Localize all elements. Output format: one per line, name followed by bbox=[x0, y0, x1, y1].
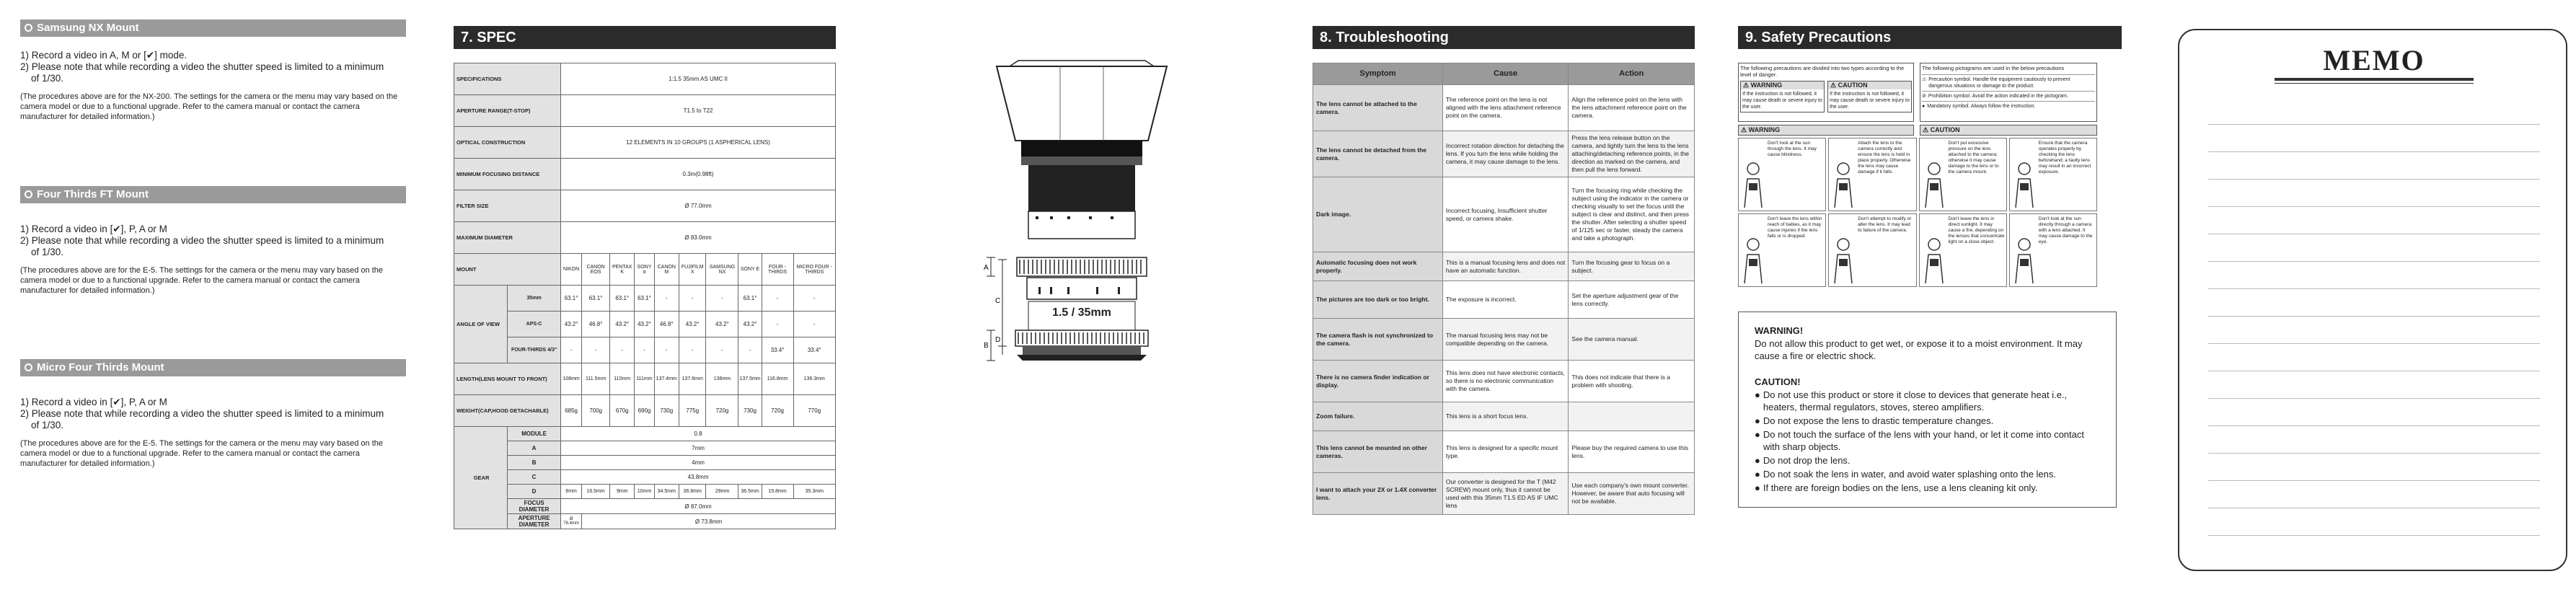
aov-cell: - bbox=[635, 337, 654, 363]
section-micro-four-thirds: Micro Four Thirds Mount 1) Record a video in [✔], P, A or M 2) Please note that while recording a video the shutter speed is limited to a minimum of 1/30. (The procedures above are for the E-5. The settings for the camera or the menu may vary based on the camera model or due to a functional upgrade. Refer to the camera manual or contact the camera manufacturer for detailed information.) bbox=[20, 359, 406, 469]
safety-illustration: Don't put excessive pressure on the lens attached to the camera; otherwise it may cause damage to the lens or to the camera mount. bbox=[1919, 138, 2007, 211]
gear-d-cell: 29mm bbox=[706, 485, 738, 499]
warning-triangle-icon: ⚠ bbox=[1741, 126, 1747, 133]
spec-value: 1:1.5 35mm AS UMC II bbox=[561, 63, 836, 95]
front-barrel bbox=[1021, 141, 1142, 156]
gear-d-cell: 8mm bbox=[561, 485, 582, 499]
cause-cell: This is a manual focusing lens and does not have an automatic function. bbox=[1442, 252, 1569, 281]
section-four-thirds: Four Thirds FT Mount 1) Record a video in [✔], P, A or M 2) Please note that while recording a video the shutter speed is limited to a minimum of 1/30. (The procedures above are for the E-5. The settings for the camera or the menu may vary based on the camera model or due to a functional upgrade. Refer to the camera manual or contact the camera manufacturer for detailed information.) bbox=[20, 186, 406, 296]
cause-cell: This lens is designed for a specific mount type. bbox=[1442, 431, 1569, 473]
aov-cell: - bbox=[582, 337, 610, 363]
gear-d-cell: 15.8mm bbox=[762, 485, 793, 499]
aperture-diameter-row bbox=[454, 514, 836, 529]
list-item: ● Do not drop the lens. bbox=[1755, 455, 1851, 466]
memo-card bbox=[2178, 29, 2567, 571]
person-icon bbox=[2011, 236, 2037, 285]
list-item: ● Do not touch the surface of the lens with your hand, or let it come into contact with sharp objects. bbox=[1755, 429, 2084, 452]
col-action: Action bbox=[1569, 63, 1695, 85]
prohibition-icon: ⊘ bbox=[1922, 94, 1926, 99]
table-row bbox=[1313, 319, 1695, 361]
illustration-grid bbox=[1738, 138, 2097, 287]
safety-illustration: Attach the lens to the camera correctly and ensure the lens is held in place properly. Otherwise the lens may cause damage if it falls. bbox=[1828, 138, 1916, 211]
lens-hood bbox=[997, 66, 1167, 141]
gear-key: FOCUS DIAMETER bbox=[508, 499, 561, 514]
table-row bbox=[1313, 361, 1695, 402]
mount-cell: NIKON bbox=[561, 254, 582, 286]
aov-cell: - bbox=[706, 337, 738, 363]
memo-line bbox=[2208, 316, 2540, 317]
title-underline-thin bbox=[2275, 83, 2474, 84]
symptom-cell: Automatic focusing does not work properly. bbox=[1313, 252, 1443, 281]
gear-d-cell: 16.5mm bbox=[582, 485, 610, 499]
spec-label: MAXIMUM DIAMETER bbox=[454, 222, 561, 254]
mount-cell: FUJIFILM X bbox=[679, 254, 705, 286]
gear-row bbox=[454, 456, 836, 470]
spec-label: WEIGHT(CAP,HOOD DETACHABLE) bbox=[454, 395, 561, 427]
mount-cell: FOUR -THIRDS bbox=[762, 254, 793, 286]
length-cell: 111mm bbox=[635, 363, 654, 395]
table-row bbox=[1313, 431, 1695, 473]
memo-line bbox=[2208, 151, 2540, 152]
section-title: Four Thirds FT Mount bbox=[20, 186, 406, 203]
pictogram-box: The following pictograms are used in the below precautions ⚠ Precaution symbol. Handle the equipment cautiously to prevent dangerous situations or damage to the product. ⊘ Prohibition symbol. Avoid the action indicated in the pictogram. ● Mandatory symbol. Always follow the instruction. bbox=[1920, 63, 2097, 122]
bullet-icon: ● bbox=[1755, 469, 1760, 480]
memo-line bbox=[2208, 179, 2540, 180]
symptom-cell: I want to attach your 2X or 1.4X converter lens. bbox=[1313, 473, 1443, 515]
table-row bbox=[1313, 252, 1695, 281]
aov-cell: - bbox=[679, 286, 705, 312]
memo-line bbox=[2208, 261, 2540, 262]
spec-value: Ø 77.0mm bbox=[561, 190, 836, 222]
safety-illustration: Don't look at the sun through the lens. It may cause blindness. bbox=[1738, 138, 1826, 211]
cause-cell: Incorrect rotation direction for detaching the lens. If you turn the lens while holding the camera, it may cause damage to the lens. bbox=[1442, 131, 1569, 177]
symptom-cell: The lens cannot be attached to the camera. bbox=[1313, 85, 1443, 131]
memo-line bbox=[2208, 398, 2540, 399]
bullet-icon: ● bbox=[1755, 455, 1760, 466]
memo-line bbox=[2208, 343, 2540, 344]
aov-cell: 43.2° bbox=[635, 312, 654, 337]
gear-key: C bbox=[508, 470, 561, 485]
spec-row bbox=[454, 95, 836, 127]
gear-key: A bbox=[508, 441, 561, 456]
lens-drawing bbox=[981, 0, 1197, 605]
person-icon bbox=[1921, 236, 1947, 285]
memo-line bbox=[2208, 425, 2540, 426]
aov-cell: - bbox=[793, 312, 835, 337]
action-cell: Use each company's own mount converter. However, be aware that auto focusing will not be available. bbox=[1569, 473, 1695, 515]
aov-cell: 43.2° bbox=[706, 312, 738, 337]
weight-cell: 690g bbox=[635, 395, 654, 427]
spec-label: MOUNT bbox=[454, 254, 561, 286]
gear-d-cell: 10mm bbox=[635, 485, 654, 499]
danger-levels-box: The following precautions are divided into two types according to the level of danger. ⚠ WARNING If the instruction is not followed, it may cause death or severe injury to the user. ⚠ CAUTION If the instruction is not followed, it may cause death or severe injury to the user. bbox=[1738, 63, 1914, 122]
aov-cell: - bbox=[738, 337, 762, 363]
aov-cell: 43.2° bbox=[679, 312, 705, 337]
gear-row bbox=[454, 441, 836, 456]
gear-d-row bbox=[454, 485, 836, 499]
dim-label-b: B bbox=[984, 342, 989, 350]
aov-cell: - bbox=[762, 312, 793, 337]
spec-label: MINIMUM FOCUSING DISTANCE bbox=[454, 159, 561, 190]
mandatory-icon: ● bbox=[1922, 104, 1926, 109]
precaution-icon: ⚠ bbox=[1922, 77, 1927, 82]
person-icon bbox=[1740, 236, 1766, 285]
section-samsung-nx: Samsung NX Mount 1) Record a video in A, M or [✔] mode. 2) Please note that while recording a video the shutter speed is limited to a minimum of 1/30. (The procedures above are for the NX-200. The settings for the camera or the menu may vary based on the camera model or due to a functional upgrade. Refer to the camera manual or contact the camera manufacturer for detailed information.) bbox=[20, 19, 406, 122]
aov-cell: 33.4° bbox=[762, 337, 793, 363]
mount-cell: SONY E bbox=[738, 254, 762, 286]
action-cell: Set the aperture adjustment gear of the lens correctly. bbox=[1569, 281, 1695, 319]
mount-cell: CANON M bbox=[654, 254, 679, 286]
weight-cell: 685g bbox=[561, 395, 582, 427]
memo-line bbox=[2208, 288, 2540, 289]
person-icon bbox=[1740, 160, 1766, 209]
person-icon bbox=[1921, 160, 1947, 209]
spec-table bbox=[454, 63, 836, 529]
aov-cell: - bbox=[561, 337, 582, 363]
person-icon bbox=[2011, 160, 2037, 209]
memo-line bbox=[2208, 453, 2540, 454]
symptom-cell: The camera flash is not synchronized to the camera. bbox=[1313, 319, 1443, 361]
circle-icon bbox=[25, 363, 32, 371]
focal-length-label: 1.5 / 35mm bbox=[1052, 306, 1111, 319]
aov-cell: 43.2° bbox=[561, 312, 582, 337]
gear-value: 7mm bbox=[561, 441, 836, 456]
aov-row bbox=[454, 337, 836, 363]
warning-triangle-icon: ⚠ bbox=[1743, 81, 1750, 89]
cause-cell: This lens is a short focus lens. bbox=[1442, 402, 1569, 431]
aov-cell: - bbox=[706, 286, 738, 312]
caution-header: ⚠ CAUTION bbox=[1920, 125, 2097, 136]
gear-key: MODULE bbox=[508, 427, 561, 441]
table-row bbox=[1313, 85, 1695, 131]
person-icon bbox=[1830, 236, 1856, 285]
safety-illustration: Ensure that the camera operates properly by checking the lens beforehand; a faulty lens may result in an incorrect exposure. bbox=[2009, 138, 2097, 211]
col-symptom: Symptom bbox=[1313, 63, 1443, 85]
safety-illustration: Don't leave the lens in direct sunlight. It may cause a fire, depending on the lenses that concentrate light on a close object. bbox=[1919, 213, 2007, 287]
length-cell: 138mm bbox=[706, 363, 738, 395]
action-cell bbox=[1569, 402, 1695, 431]
section-title: Micro Four Thirds Mount bbox=[20, 359, 406, 376]
mount-cell: SONY α bbox=[635, 254, 654, 286]
aov-cell: 43.2° bbox=[738, 312, 762, 337]
lens-diagram bbox=[981, 0, 1197, 605]
page-title: 7. SPEC bbox=[454, 26, 836, 49]
aov-cell: 63.1° bbox=[738, 286, 762, 312]
spec-panel bbox=[454, 0, 836, 605]
dim-label-d: D bbox=[995, 336, 1001, 344]
bullet-icon: ● bbox=[1755, 482, 1760, 493]
spec-row bbox=[454, 63, 836, 95]
gear-row bbox=[454, 470, 836, 485]
cause-cell: Our converter is designed for the T (M42 SCREW) mount only, thus it cannot be used with this 35mm T1.5 ED AS IF UMC lens bbox=[1442, 473, 1569, 515]
weight-cell: 720g bbox=[706, 395, 738, 427]
gear-d-cell: 9mm bbox=[610, 485, 635, 499]
spec-label: OPTICAL CONSTRUCTION bbox=[454, 127, 561, 159]
table-row bbox=[1313, 177, 1695, 252]
length-cell: 137.6mm bbox=[679, 363, 705, 395]
memo-line bbox=[2208, 480, 2540, 481]
spec-value: 12 ELEMENTS IN 10 GROUPS (1 ASPHERICAL LENS) bbox=[561, 127, 836, 159]
length-cell: 108mm bbox=[561, 363, 582, 395]
gear-key: D bbox=[508, 485, 561, 499]
action-cell: Turn the focusing gear to focus on a subject. bbox=[1569, 252, 1695, 281]
spec-label: FILTER SIZE bbox=[454, 190, 561, 222]
page-title: 9. Safety Precautions bbox=[1738, 26, 2122, 49]
memo-title: MEMO bbox=[2323, 44, 2425, 76]
title-underline bbox=[2275, 78, 2474, 81]
symptom-cell: The pictures are too dark or too bright. bbox=[1313, 281, 1443, 319]
aov-cell: 33.4° bbox=[793, 337, 835, 363]
gear-row bbox=[454, 427, 836, 441]
aov-cell: - bbox=[654, 337, 679, 363]
length-cell: 137.4mm bbox=[654, 363, 679, 395]
focus-scale bbox=[1027, 278, 1137, 299]
col-cause: Cause bbox=[1442, 63, 1569, 85]
list-item: ● If there are foreign bodies on the lens, use a lens cleaning kit only. bbox=[1755, 482, 2038, 493]
table-row bbox=[1313, 402, 1695, 431]
weight-cell: 775g bbox=[679, 395, 705, 427]
length-cell: 110mm bbox=[610, 363, 635, 395]
mount-row bbox=[454, 254, 836, 286]
list-item: ● Do not soak the lens in water, and avoid water splashing onto the lens. bbox=[1755, 469, 2057, 480]
action-cell: Press the lens release button on the camera, and lightly turn the lens to the lens attaching/detaching reference points, in the direction as marked on the camera, and then pull the lens forward. bbox=[1569, 131, 1695, 177]
table-row bbox=[1313, 473, 1695, 515]
gear-value: Ø 78.4mm bbox=[561, 514, 582, 529]
spec-row bbox=[454, 190, 836, 222]
caution-triangle-icon: ⚠ bbox=[1923, 126, 1929, 133]
aov-row bbox=[454, 312, 836, 337]
person-icon bbox=[1830, 160, 1856, 209]
spec-label: SPECIFICATIONS bbox=[454, 63, 561, 95]
focus-diameter-row bbox=[454, 499, 836, 514]
length-cell: 111.5mm bbox=[582, 363, 610, 395]
aov-cell: - bbox=[762, 286, 793, 312]
mount-cell: PENTAX K bbox=[610, 254, 635, 286]
circle-icon bbox=[25, 190, 32, 198]
symptom-cell: Zoom failure. bbox=[1313, 402, 1443, 431]
mount-instructions-panel bbox=[20, 0, 406, 605]
safety-illustration: Don't leave the lens within reach of babies, as it may cause injuries if the lens falls or is dropped. bbox=[1738, 213, 1826, 287]
spec-value: T1.5 to T22 bbox=[561, 95, 836, 127]
spec-row bbox=[454, 159, 836, 190]
aov-cell: 63.1° bbox=[635, 286, 654, 312]
dim-label-a: A bbox=[984, 264, 989, 272]
weight-cell: 670g bbox=[610, 395, 635, 427]
gear-value: Ø 87.0mm bbox=[561, 499, 836, 514]
spec-label: LENGTH(LENS MOUNT TO FRONT) bbox=[454, 363, 561, 395]
weight-row bbox=[454, 395, 836, 427]
cause-cell: The exposure is incorrect. bbox=[1442, 281, 1569, 319]
aov-cell: - bbox=[679, 337, 705, 363]
cause-cell: This lens does not have electronic contacts, so there is no electronic communication with the camera. bbox=[1442, 361, 1569, 402]
table-row bbox=[1313, 131, 1695, 177]
length-cell: 116.8mm bbox=[762, 363, 793, 395]
mount-cell: MICRO FOUR -THIRDS bbox=[793, 254, 835, 286]
caution-list bbox=[1755, 389, 2100, 494]
troubleshooting-panel bbox=[1313, 0, 1695, 605]
gear-d-cell: 36.5mm bbox=[738, 485, 762, 499]
action-cell: Turn the focusing ring while checking the subject using the indicator in the camera or checking visually to set the focus until the subject is clear and distinct, and then press the shutter. After selecting a shutter speed of 1/125 sec or faster, steady the camera and take a photograph. bbox=[1569, 177, 1695, 252]
cause-cell: The manual focusing lens may not be compatible depending on the camera. bbox=[1442, 319, 1569, 361]
action-cell: Align the reference point on the lens with the lens attachment reference point on the camera. bbox=[1569, 85, 1695, 131]
list-item: ● Do not use this product or store it close to devices that generate heat i.e., heaters, thermal regulators, stoves, stereo amplifiers. bbox=[1755, 389, 2068, 412]
spec-row bbox=[454, 127, 836, 159]
table-row bbox=[1313, 281, 1695, 319]
memo-line bbox=[2208, 124, 2540, 125]
bullet-icon: ● bbox=[1755, 429, 1760, 440]
weight-cell: 770g bbox=[793, 395, 835, 427]
memo-line bbox=[2208, 206, 2540, 207]
gear-value: 4mm bbox=[561, 456, 836, 470]
warning-box: WARNING! Do not allow this product to get wet, or expose it to a moist environment. It may cause a fire or electric shock. CAUTION! ● Do not use this product or store it close to devices that generate heat i.e., heaters, thermal regulators, stoves, stereo amplifiers. ● Do not expose the lens to drastic temperature changes. ● Do not touch the surface of the lens with your hand, or let it come into contact with sharp objects. ● Do not drop the lens. ● Do not soak the lens in water, and avoid water splashing onto the lens. ● If there are foreign bodies on the lens, use a lens cleaning kit only. bbox=[1738, 312, 2117, 508]
section-title: Samsung NX Mount bbox=[20, 19, 406, 37]
bullet-icon: ● bbox=[1755, 389, 1760, 400]
aov-format: APS-C bbox=[508, 312, 561, 337]
circle-icon bbox=[25, 24, 32, 32]
length-cell: 137.5mm bbox=[738, 363, 762, 395]
list-item: ● Do not expose the lens to drastic temperature changes. bbox=[1755, 415, 1994, 426]
spec-value: 0.3m(0.98ft) bbox=[561, 159, 836, 190]
aov-cell: - bbox=[654, 286, 679, 312]
gear-value: 0.8 bbox=[561, 427, 836, 441]
spec-label: GEAR bbox=[454, 427, 508, 529]
aov-cell: 63.1° bbox=[582, 286, 610, 312]
length-row bbox=[454, 363, 836, 395]
gear-d-cell: 34.5mm bbox=[654, 485, 679, 499]
action-cell: This does not indicate that there is a problem with shooting. bbox=[1569, 361, 1695, 402]
bullet-icon: ● bbox=[1755, 415, 1760, 426]
weight-cell: 730g bbox=[738, 395, 762, 427]
mount-cell: SAMSUNG NX bbox=[706, 254, 738, 286]
aov-format: 35mm bbox=[508, 286, 561, 312]
action-cell: Please buy the required camera to use this lens. bbox=[1569, 431, 1695, 473]
focus-gear bbox=[1017, 257, 1147, 276]
gear-value: 43.8mm bbox=[561, 470, 836, 485]
cause-cell: Incorrect focusing, Insufficient shutter speed, or camera shake. bbox=[1442, 177, 1569, 252]
spec-row bbox=[454, 222, 836, 254]
symptom-cell: Dark image. bbox=[1313, 177, 1443, 252]
symptom-cell: This lens cannot be mounted on other cameras. bbox=[1313, 431, 1443, 473]
spec-value: Ø 83.0mm bbox=[561, 222, 836, 254]
action-cell: See the camera manual. bbox=[1569, 319, 1695, 361]
aov-row bbox=[454, 286, 836, 312]
gear-d-cell: 35.3mm bbox=[793, 485, 835, 499]
warning-header: ⚠ WARNING bbox=[1738, 125, 1914, 136]
safety-panel bbox=[1738, 0, 2122, 605]
spec-label: APERTURE RANGE(T-STOP) bbox=[454, 95, 561, 127]
cause-cell: The reference point on the lens is not aligned with the lens attachment reference point on the camera. bbox=[1442, 85, 1569, 131]
weight-cell: 700g bbox=[582, 395, 610, 427]
memo-line bbox=[2208, 535, 2540, 536]
aov-cell: - bbox=[793, 286, 835, 312]
spec-label: ANGLE OF VIEW bbox=[454, 286, 508, 363]
page-title: 8. Troubleshooting bbox=[1313, 26, 1695, 49]
troubleshooting-table bbox=[1313, 63, 1695, 515]
safety-illustration: Don't attempt to modify or alter the lens. It may lead to failure of the camera. bbox=[1828, 213, 1916, 287]
aov-cell: 46.8° bbox=[654, 312, 679, 337]
weight-cell: 730g bbox=[654, 395, 679, 427]
aov-format: FOUR-THIRDS 4/3" bbox=[508, 337, 561, 363]
symptom-cell: There is no camera finder indication or display. bbox=[1313, 361, 1443, 402]
gear-key: B bbox=[508, 456, 561, 470]
gear-key: APERTURE DIAMETER bbox=[508, 514, 561, 529]
aov-cell: 63.1° bbox=[561, 286, 582, 312]
aov-cell: 43.2° bbox=[610, 312, 635, 337]
mount-cell: CANON EOS bbox=[582, 254, 610, 286]
weight-cell: 720g bbox=[762, 395, 793, 427]
safety-illustration: Don't look at the sun directly through a camera with a lens attached. It may cause damage to the eye. bbox=[2009, 213, 2097, 287]
barrel-upper bbox=[1028, 165, 1135, 211]
gear-value: Ø 73.8mm bbox=[582, 514, 836, 529]
gear-d-cell: 36.8mm bbox=[679, 485, 705, 499]
symptom-cell: The lens cannot be detached from the camera. bbox=[1313, 131, 1443, 177]
aov-cell: - bbox=[610, 337, 635, 363]
aov-cell: 46.8° bbox=[582, 312, 610, 337]
length-cell: 136.3mm bbox=[793, 363, 835, 395]
aov-cell: 63.1° bbox=[610, 286, 635, 312]
caution-triangle-icon: ⚠ bbox=[1830, 81, 1837, 89]
dim-label-c: C bbox=[995, 297, 1001, 305]
